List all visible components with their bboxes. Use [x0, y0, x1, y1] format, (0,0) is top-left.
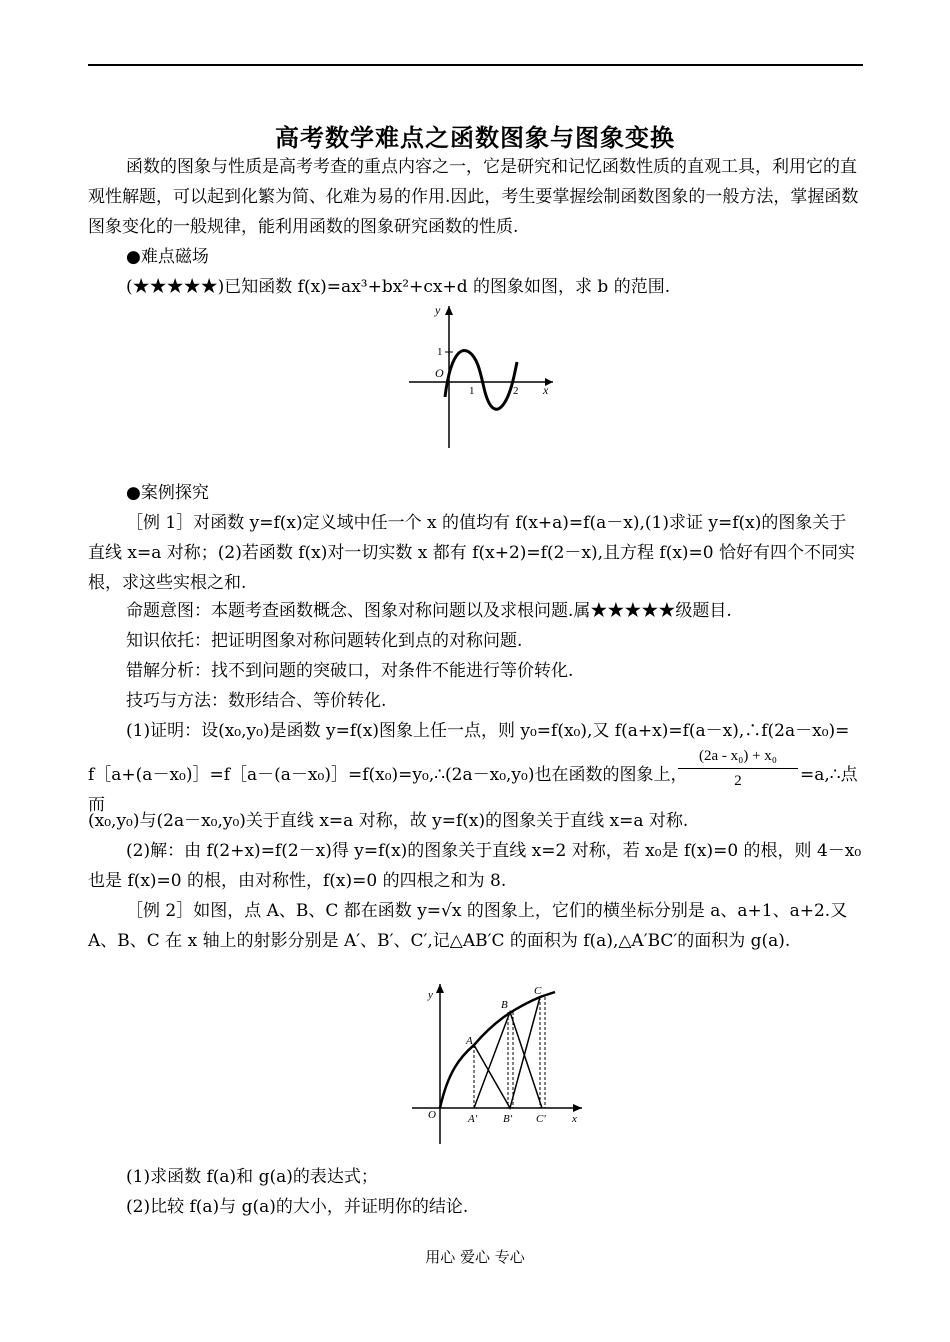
intro-paragraph: 函数的图象与性质是高考考查的重点内容之一，它是研究和记忆函数性质的直观工具，利用它的直观性解题，可以起到化繁为简、化难为易的作用.因此，考生要掌握绘制函数图象的一般方法，掌握函数图象变化的一般规律，能利用函数的图象研究函数的性质.	[88, 157, 859, 237]
header-rule	[88, 64, 863, 66]
fig1-y-tick-1: 1	[437, 346, 443, 358]
proof-line-2-end: =a,∴点	[800, 765, 858, 785]
method-line: 技巧与方法：数形结合、等价转化.	[126, 691, 387, 711]
fig1-y-label: y	[435, 303, 441, 317]
fraction-numerator: (2a - x₀) + x₀	[678, 748, 798, 769]
proof-line-1: (1)证明：设(x₀,y₀)是函数 y=f(x)图象上任一点，则 y₀=f(x₀),又 f(a+x)=f(a－x),∴f(2a－x₀)=	[126, 721, 850, 741]
question-1: (1)求函数 f(a)和 g(a)的表达式；	[126, 1167, 378, 1187]
cubic-graph-figure	[405, 302, 555, 450]
fig2-y-label: y	[428, 989, 433, 1001]
knowledge-line: 知识依托：把证明图象对称问题转化到点的对称问题.	[126, 631, 523, 651]
fig1-x-tick-1: 1	[469, 385, 475, 397]
fig2-origin-label: O	[428, 1109, 436, 1121]
intent-line: 命题意图：本题考查函数概念、图象对称问题以及求根问题.属★★★★★级题目.	[126, 601, 732, 621]
sqrt-graph-figure	[410, 982, 585, 1147]
error-analysis-line: 错解分析：找不到问题的突破口，对条件不能进行等价转化.	[126, 661, 574, 681]
section-heading-cases: ●案例探究	[126, 483, 209, 503]
fig2-point-b-prime: B′	[503, 1113, 513, 1125]
fig2-point-c: C	[534, 985, 542, 997]
solution-part-2: (2)解：由 f(2+x)=f(2－x)得 y=f(x)的图象关于直线 x=2 对称，若 x₀是 f(x)=0 的根，则 4－x₀也是 f(x)=0 的根，由对称性，f(x)=0 的四根之和为 8.	[88, 841, 862, 891]
fig2-point-b: B	[501, 999, 508, 1011]
fig2-point-c-prime: C′	[536, 1113, 546, 1125]
page-footer: 用心 爱心 专心	[425, 1248, 525, 1266]
fig1-x-tick-2: 2	[513, 385, 519, 397]
proof-line-3: (x₀,y₀)与(2a－x₀,y₀)关于直线 x=a 对称，故 y=f(x)的图象关于直线 x=a 对称.	[88, 811, 689, 831]
problem-statement: (★★★★★)已知函数 f(x)=ax³+bx²+cx+d 的图象如图，求 b 的范围.	[126, 277, 671, 297]
fig1-x-label: x	[543, 383, 549, 397]
fraction	[678, 748, 798, 790]
fig2-point-a-prime: A′	[468, 1113, 478, 1125]
example-2: ［例 2］如图，点 A、B、C 都在函数 y=√x 的图象上，它们的横坐标分别是 a、a+1、a+2.又 A、B、C 在 x 轴上的射影分别是 A′、B′、C′,记△AB′C 的面积为 f(a),△A′BC′的面积为 g(a).	[88, 901, 848, 951]
fraction-denominator: 2	[734, 773, 742, 789]
fig2-x-label: x	[572, 1113, 577, 1125]
section-heading-difficulty: ●难点磁场	[126, 247, 209, 267]
fig1-origin-label: O	[435, 366, 444, 380]
page-title: 高考数学难点之函数图象与图象变换	[275, 123, 675, 152]
question-2: (2)比较 f(a)与 g(a)的大小，并证明你的结论.	[126, 1197, 469, 1217]
example-1: ［例 1］对函数 y=f(x)定义域中任一个 x 的值均有 f(x+a)=f(a－x),(1)求证 y=f(x)的图象关于直线 x=a 对称；(2)若函数 f(x)对一切实数 x 都有 f(x+2)=f(2－x),且方程 f(x)=0 恰好有四个不同实根，求这些实根之和.	[88, 513, 856, 593]
proof-line-2: f［a+(a－x₀)］=f［a－(a－x₀)］=f(x₀)=y₀,∴(2a－x₀,y₀)也在函数的图象上，而	[88, 765, 688, 815]
fig2-point-a: A	[466, 1035, 473, 1047]
